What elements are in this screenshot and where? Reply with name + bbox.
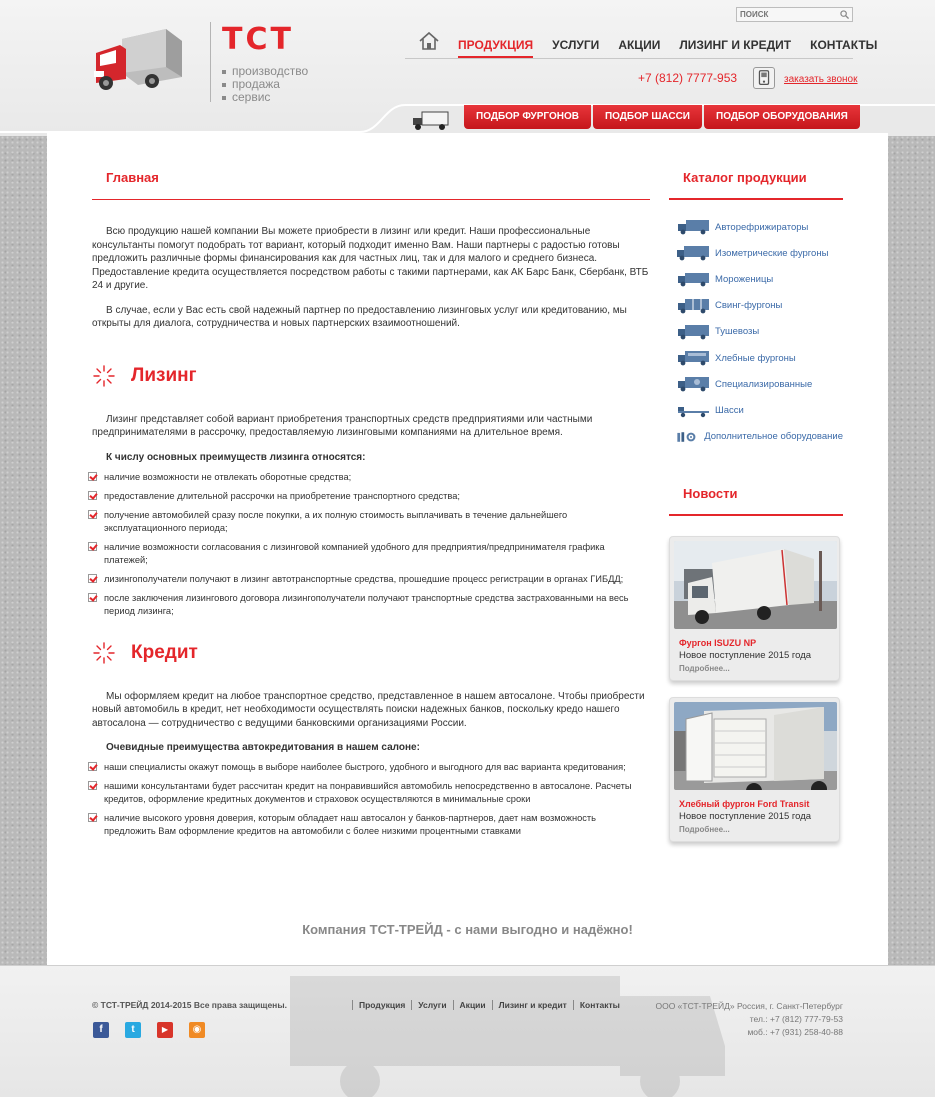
- sun-icon: [92, 364, 116, 388]
- credit-list: [92, 761, 650, 838]
- ice-cream-truck-icon: [676, 271, 710, 287]
- home-icon[interactable]: [418, 31, 440, 51]
- leasing-paragraph: Лизинг представляет собой вариант приобретения транспортных средств предприятиями или частными предпринимателями в рассрочку, предоставляемую лизинговыми компаниями на длительное время.: [92, 413, 593, 438]
- catalog-link[interactable]: Мороженицы: [715, 273, 774, 285]
- nav-promotions[interactable]: АКЦИИ: [618, 38, 661, 52]
- list-item: [92, 509, 650, 535]
- news-desc: Новое поступление 2015 года: [679, 649, 812, 661]
- special-truck-icon: [676, 376, 710, 392]
- news-image[interactable]: [674, 702, 837, 790]
- checkbox-icon: [88, 813, 97, 822]
- subnav-vans[interactable]: ПОДБОР ФУРГОНОВ: [464, 105, 591, 129]
- catalog-item[interactable]: [669, 240, 843, 266]
- catalog-title: Каталог продукции: [669, 160, 843, 200]
- catalog-link[interactable]: Свинг-фургоны: [715, 300, 783, 312]
- leasing-heading-text: Лизинг: [131, 364, 197, 386]
- catalog-item[interactable]: [669, 293, 843, 319]
- list-item-text: нашими консультантами будет рассчитан кредит на понравившийся автомобиль непосредственно в автосалоне. Расчеты кредитов, оформление кредитных документов и страховок осуществляются в минимальные сроки: [104, 781, 632, 804]
- swing-van-icon: [676, 298, 710, 314]
- checkbox-icon: [88, 491, 97, 500]
- news-name[interactable]: Хлебный фургон Ford Transit: [679, 798, 810, 809]
- footer-link-leasing[interactable]: Лизинг и кредит: [492, 1000, 573, 1010]
- search-box: [736, 7, 853, 22]
- list-item-text: после заключения лизингового договора лизингополучатели получают транспортные средства застрахованными на весь период лизинга;: [104, 592, 629, 616]
- checkbox-icon: [88, 510, 97, 519]
- callback-link[interactable]: заказать звонок: [784, 74, 858, 85]
- phone-icon[interactable]: [753, 67, 775, 89]
- slogan: Компания ТСТ-ТРЕЙД - с нами выгодно и надёжно!: [302, 922, 633, 937]
- list-item: [92, 812, 650, 838]
- news-desc: Новое поступление 2015 года: [679, 810, 812, 822]
- company-info: [655, 1000, 843, 1039]
- reefer-truck-icon: [676, 219, 710, 235]
- checkbox-icon: [88, 574, 97, 583]
- catalog-link[interactable]: Авторефрижираторы: [715, 221, 809, 233]
- credit-heading-text: Кредит: [131, 641, 198, 663]
- news-card[interactable]: [669, 536, 840, 681]
- footer-link-services[interactable]: Услуги: [411, 1000, 452, 1010]
- catalog-link[interactable]: Хлебные фургоны: [715, 352, 796, 364]
- catalog-link[interactable]: Тушевозы: [715, 326, 760, 338]
- sub-nav: [464, 105, 862, 129]
- news-more-link[interactable]: Подробнее...: [679, 824, 730, 834]
- search-icon[interactable]: [840, 10, 849, 19]
- catalog-item[interactable]: [669, 345, 843, 371]
- twitter-icon[interactable]: t: [125, 1022, 141, 1038]
- news-title: Новости: [669, 476, 843, 516]
- list-item: [92, 490, 650, 503]
- main-nav: [458, 38, 896, 52]
- list-item-text: наличие возможности согласования с лизинговой компанией удобного для предприятия/предпринимателя графика платежей;: [104, 541, 605, 565]
- subnav-equipment[interactable]: ПОДБОР ОБОРУДОВАНИЯ: [704, 105, 860, 129]
- catalog-link[interactable]: Изометрические фургоны: [715, 247, 829, 259]
- leasing-subhead: К числу основных преимуществ лизинга относятся:: [106, 451, 366, 463]
- leasing-list: [92, 471, 650, 618]
- nav-contacts[interactable]: КОНТАКТЫ: [810, 38, 878, 52]
- catalog-item[interactable]: [669, 319, 843, 345]
- main-content: [92, 160, 650, 844]
- nav-leasing-credit[interactable]: ЛИЗИНГ И КРЕДИТ: [679, 38, 792, 52]
- list-item-text: наличие возможности не отвлекать оборотные средства;: [104, 471, 352, 482]
- checkbox-icon: [88, 542, 97, 551]
- tagline-item: сервис: [222, 91, 308, 104]
- list-item: [92, 761, 650, 774]
- search-input[interactable]: [737, 8, 835, 21]
- tagline-item: продажа: [222, 78, 308, 91]
- catalog-link[interactable]: Шасси: [715, 404, 744, 416]
- list-item: [92, 780, 650, 806]
- credit-heading: [92, 638, 650, 668]
- youtube-icon[interactable]: ▶: [157, 1022, 173, 1038]
- nav-divider: [405, 58, 853, 59]
- subnav-chassis[interactable]: ПОДБОР ШАССИ: [593, 105, 702, 129]
- nav-services[interactable]: УСЛУГИ: [552, 38, 600, 52]
- list-item: [92, 573, 650, 586]
- chassis-icon: [676, 402, 710, 418]
- catalog-item[interactable]: [669, 214, 843, 240]
- catalog-item[interactable]: [669, 424, 843, 450]
- credit-paragraph: Мы оформляем кредит на любое транспортное средство, представленное в нашем автосалоне. Чтобы приобрести новый автомобиль в кредит, нет необходимости осуществлять поиски надежных банков, поскольку кредо нашего автосалона — сотрудничество с ведущими банковскими организациями России.: [92, 690, 645, 729]
- list-item: [92, 541, 650, 567]
- list-item: [92, 471, 650, 484]
- rss-icon[interactable]: ◉: [189, 1022, 205, 1038]
- social-links: [93, 1022, 205, 1038]
- list-item-text: наличие высокого уровня доверия, которым обладает наш автосалон у банков-партнеров, дает нам возможность предложить Вам оформление кредитов на автомобили с более низкими процентными ставками: [104, 813, 597, 836]
- company-tel: тел.: +7 (812) 777-79-53: [749, 1014, 843, 1024]
- news-more-link[interactable]: Подробнее...: [679, 663, 730, 673]
- catalog-item[interactable]: [669, 266, 843, 292]
- facebook-icon[interactable]: f: [93, 1022, 109, 1038]
- bread-van-icon: [676, 350, 710, 366]
- copyright: © ТСТ-ТРЕЙД 2014-2015 Все права защищены.: [92, 1000, 287, 1010]
- credit-subhead: Очевидные преимущества автокредитования в нашем салоне:: [106, 742, 420, 753]
- company-name: ООО «ТСТ-ТРЕЙД» Россия, г. Санкт-Петербург: [655, 1001, 843, 1011]
- list-item-text: наши специалисты окажут помощь в выборе наиболее быстрого, удобного и выгодного для вас варианта кредитования;: [104, 762, 626, 772]
- intro-paragraph: Всю продукцию нашей компании Вы можете приобрести в лизинг или кредит. Наши профессиональные консультанты помогут подобрать тот вариант, который подходит именно Вам. Наши партнеры с радостью готовы предложить различные формы финансирования как для частных лиц, так и для малого и среднего бизнеса. Предоставление кредита осуществляется посредством работы с такими партнерами, как АК Барс Банк, Сбербанк, ВТБ 24 и другие.: [92, 226, 649, 291]
- logo-text[interactable]: ТСТ: [222, 22, 294, 57]
- carcass-truck-icon: [676, 324, 710, 340]
- checkbox-icon: [88, 472, 97, 481]
- logo-divider: [210, 22, 211, 102]
- intro-paragraph: В случае, если у Вас есть свой надежный партнер по предоставлению лизинговых услуг или кредитованию, мы открыты для диалога, сотрудничества и новых партнерских взаимоотношений.: [92, 304, 627, 329]
- checkbox-icon: [88, 781, 97, 790]
- footer-link-products[interactable]: Продукция: [352, 1000, 411, 1010]
- checkbox-icon: [88, 762, 97, 771]
- footer-link-contacts[interactable]: Контакты: [573, 1000, 626, 1010]
- logo-truck-icon[interactable]: [92, 27, 184, 91]
- footer-nav: [352, 1000, 626, 1010]
- catalog-list: [669, 214, 843, 450]
- company-mob: моб.: +7 (931) 258-40-88: [747, 1027, 843, 1037]
- header-phone: +7 (812) 7777-953: [638, 71, 738, 85]
- nav-products[interactable]: ПРОДУКЦИЯ: [458, 38, 534, 52]
- page-title: Главная: [92, 160, 650, 200]
- news-image[interactable]: [674, 541, 837, 629]
- list-item-text: лизингополучатели получают в лизинг автотранспортные средства, прошедшие процесс регистрации в органах ГИБДД;: [104, 573, 624, 584]
- footer-link-promotions[interactable]: Акции: [453, 1000, 492, 1010]
- catalog-link[interactable]: Специализированные: [715, 378, 813, 390]
- leasing-heading: [92, 361, 650, 391]
- checkbox-icon: [88, 593, 97, 602]
- catalog-item[interactable]: [669, 397, 843, 423]
- tools-icon: [676, 429, 699, 445]
- list-item: [92, 592, 650, 618]
- tagline-item: производство: [222, 65, 308, 78]
- small-truck-icon: [410, 110, 450, 132]
- catalog-item[interactable]: [669, 371, 843, 397]
- list-item-text: предоставление длительной рассрочки на приобретение транспортного средства;: [104, 490, 460, 501]
- news-name[interactable]: Фургон ISUZU NP: [679, 637, 757, 648]
- catalog-link[interactable]: Дополнительное оборудование: [704, 431, 843, 443]
- sun-icon: [92, 641, 116, 665]
- site-footer: [0, 965, 935, 1097]
- tagline: [222, 65, 308, 104]
- sidebar: [669, 160, 843, 842]
- list-item-text: получение автомобилей сразу после покупки, а их полную стоимость выплачивать в течение дальнейшего эксплуатационного периода;: [104, 509, 568, 533]
- news-card[interactable]: [669, 697, 840, 842]
- isothermal-van-icon: [676, 245, 710, 261]
